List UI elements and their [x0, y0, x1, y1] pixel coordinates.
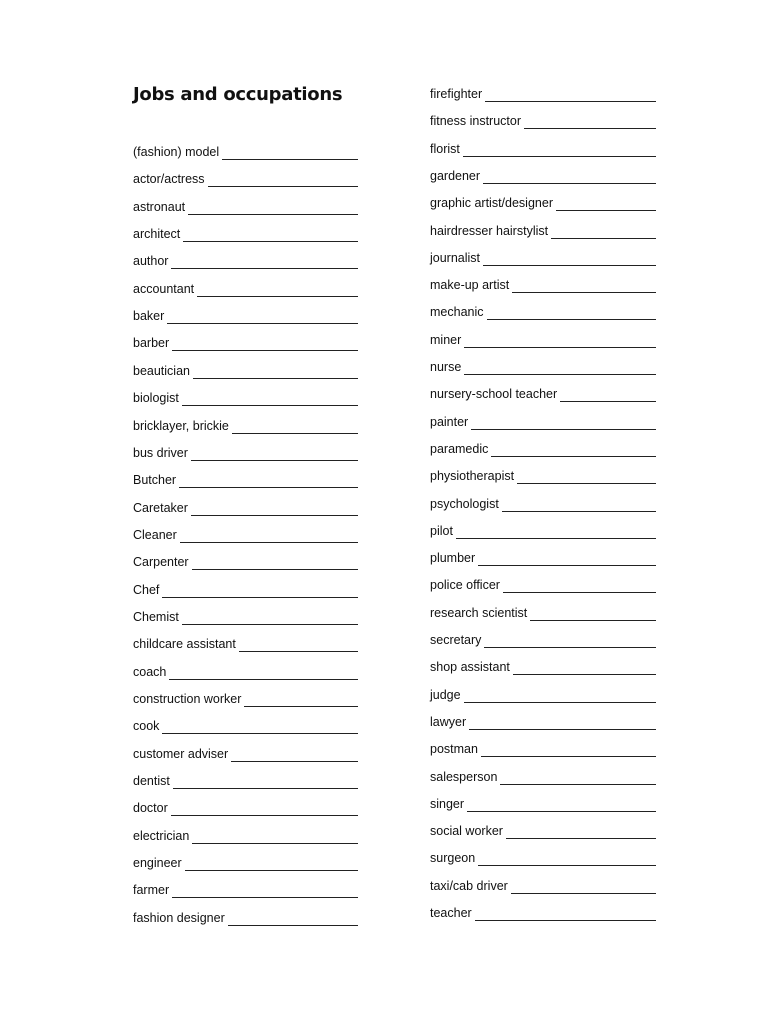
- job-label: research scientist: [430, 605, 528, 620]
- job-label: (fashion) model: [133, 145, 220, 159]
- answer-blank[interactable]: [197, 284, 358, 297]
- job-item: [430, 550, 656, 566]
- job-label: florist: [430, 141, 460, 156]
- job-item: [430, 195, 656, 211]
- job-item: [430, 741, 656, 757]
- job-item: [133, 144, 358, 160]
- job-label: bus driver: [133, 445, 188, 460]
- answer-blank[interactable]: [222, 147, 358, 160]
- answer-blank[interactable]: [463, 144, 656, 157]
- job-item: [430, 632, 656, 648]
- job-label: Cleaner: [133, 527, 177, 542]
- job-item: [133, 472, 358, 488]
- answer-blank[interactable]: [556, 198, 656, 211]
- answer-blank[interactable]: [183, 229, 358, 242]
- job-item: [430, 223, 656, 239]
- job-item: [430, 141, 656, 157]
- answer-blank[interactable]: [483, 171, 656, 184]
- job-label: paramedic: [430, 441, 489, 456]
- job-label: physiotherapist: [430, 469, 515, 484]
- job-item: [133, 609, 358, 625]
- job-label: nursery-school teacher: [430, 387, 558, 402]
- job-label: customer adviser: [133, 746, 229, 761]
- job-label: Butcher: [133, 473, 177, 488]
- answer-blank[interactable]: [487, 307, 656, 320]
- job-item: [430, 796, 656, 812]
- job-item: [430, 714, 656, 730]
- job-label: astronaut: [133, 199, 186, 214]
- job-label: fitness instructor: [430, 114, 522, 129]
- job-item: [133, 199, 358, 215]
- job-item: [133, 773, 358, 789]
- job-label: Caretaker: [133, 500, 188, 515]
- answer-blank[interactable]: [239, 639, 358, 652]
- answer-blank[interactable]: [182, 393, 358, 406]
- job-label: architect: [133, 227, 181, 242]
- job-label: hairdresser hairstylist: [430, 223, 549, 238]
- job-item: [133, 171, 358, 187]
- job-label: plumber: [430, 551, 476, 566]
- answer-blank[interactable]: [506, 826, 656, 839]
- job-label: Carpenter: [133, 555, 189, 570]
- job-label: graphic artist/designer: [430, 196, 553, 211]
- job-item: [430, 277, 656, 293]
- job-label: actor/actress: [133, 172, 205, 187]
- job-label: surgeon: [430, 851, 476, 866]
- answer-blank[interactable]: [193, 366, 358, 379]
- job-item: [133, 527, 358, 543]
- job-item: [430, 878, 656, 894]
- answer-blank[interactable]: [169, 667, 358, 680]
- job-label: mechanic: [430, 305, 484, 320]
- job-label: nurse: [430, 360, 462, 374]
- answer-blank[interactable]: [244, 694, 358, 707]
- job-label: taxi/cab driver: [430, 878, 508, 893]
- job-item: [133, 718, 358, 734]
- answer-blank[interactable]: [500, 772, 656, 785]
- job-item: [133, 335, 358, 351]
- answer-blank[interactable]: [464, 690, 656, 703]
- job-item: [430, 823, 656, 839]
- job-label: barber: [133, 336, 170, 351]
- job-item: [133, 582, 358, 598]
- answer-blank[interactable]: [191, 448, 358, 461]
- answer-blank[interactable]: [530, 608, 656, 621]
- job-label: firefighter: [430, 87, 483, 101]
- answer-blank[interactable]: [232, 421, 358, 434]
- answer-blank[interactable]: [188, 202, 358, 215]
- job-label: coach: [133, 664, 167, 679]
- answer-blank[interactable]: [483, 253, 656, 266]
- job-item: [133, 800, 358, 816]
- job-label: bricklayer, brickie: [133, 418, 229, 433]
- job-label: journalist: [430, 250, 481, 265]
- job-item: [133, 554, 358, 570]
- answer-blank[interactable]: [180, 530, 358, 543]
- answer-blank[interactable]: [484, 635, 656, 648]
- job-item: [430, 332, 656, 348]
- job-item: [133, 664, 358, 680]
- job-label: gardener: [430, 168, 481, 183]
- job-item: [430, 905, 656, 921]
- answer-blank[interactable]: [182, 612, 358, 625]
- job-item: [430, 577, 656, 593]
- answer-blank[interactable]: [513, 662, 656, 675]
- answer-blank[interactable]: [179, 475, 358, 488]
- job-item: [133, 418, 358, 434]
- job-item: [133, 910, 358, 926]
- answer-blank[interactable]: [231, 749, 358, 762]
- job-label: biologist: [133, 391, 179, 406]
- answer-blank[interactable]: [511, 881, 656, 894]
- answer-blank[interactable]: [485, 89, 656, 102]
- job-label: judge: [430, 687, 461, 702]
- answer-blank[interactable]: [191, 503, 358, 516]
- answer-blank[interactable]: [173, 776, 358, 789]
- job-label: teacher: [430, 906, 472, 920]
- job-label: postman: [430, 742, 478, 757]
- answer-blank[interactable]: [171, 256, 358, 269]
- job-item: [430, 687, 656, 703]
- job-label: construction worker: [133, 692, 242, 706]
- job-item: [430, 468, 656, 484]
- job-item: [430, 523, 656, 539]
- answer-blank[interactable]: [172, 885, 358, 898]
- answer-blank[interactable]: [471, 417, 656, 430]
- job-item: [133, 882, 358, 898]
- job-label: salesperson: [430, 769, 498, 784]
- answer-blank[interactable]: [524, 116, 656, 129]
- job-label: police officer: [430, 578, 500, 593]
- answer-blank[interactable]: [469, 717, 656, 730]
- page-title: Jobs and occupations: [133, 84, 343, 105]
- job-item: [430, 304, 656, 320]
- job-label: lawyer: [430, 714, 467, 729]
- job-label: secretary: [430, 633, 482, 647]
- job-item: [430, 168, 656, 184]
- job-label: fashion designer: [133, 910, 225, 925]
- answer-blank[interactable]: [464, 362, 656, 375]
- job-item: [430, 414, 656, 430]
- job-label: dentist: [133, 774, 170, 789]
- answer-blank[interactable]: [512, 280, 656, 293]
- answer-blank[interactable]: [185, 858, 358, 871]
- job-item: [133, 746, 358, 762]
- job-item: [133, 636, 358, 652]
- job-label: baker: [133, 309, 165, 324]
- job-item: [430, 441, 656, 457]
- job-item: [430, 605, 656, 621]
- job-item: [133, 445, 358, 461]
- job-item: [430, 250, 656, 266]
- job-label: electrician: [133, 828, 190, 843]
- job-item: [133, 253, 358, 269]
- answer-blank[interactable]: [467, 799, 656, 812]
- job-label: beautician: [133, 363, 190, 378]
- job-item: [133, 855, 358, 871]
- job-label: singer: [430, 796, 465, 811]
- job-label: farmer: [133, 883, 170, 898]
- answer-blank[interactable]: [192, 831, 358, 844]
- job-label: pilot: [430, 523, 453, 538]
- answer-blank[interactable]: [172, 338, 358, 351]
- answer-blank[interactable]: [478, 553, 656, 566]
- job-item: [133, 500, 358, 516]
- answer-blank[interactable]: [517, 471, 656, 484]
- answer-blank[interactable]: [228, 913, 358, 926]
- answer-blank[interactable]: [208, 174, 358, 187]
- answer-blank[interactable]: [456, 526, 656, 539]
- answer-blank[interactable]: [551, 226, 656, 239]
- answer-blank[interactable]: [491, 444, 656, 457]
- job-item: [133, 691, 358, 707]
- job-item: [133, 363, 358, 379]
- job-label: childcare assistant: [133, 637, 236, 652]
- job-label: cook: [133, 719, 160, 734]
- job-label: make-up artist: [430, 278, 510, 293]
- answer-blank[interactable]: [171, 803, 358, 816]
- answer-blank[interactable]: [503, 580, 656, 593]
- job-label: shop assistant: [430, 660, 510, 675]
- answer-blank[interactable]: [560, 389, 656, 402]
- job-label: miner: [430, 332, 462, 347]
- answer-blank[interactable]: [475, 908, 656, 921]
- job-item: [430, 850, 656, 866]
- job-item: [430, 769, 656, 785]
- job-label: author: [133, 254, 169, 269]
- job-item: [133, 308, 358, 324]
- job-item: [430, 386, 656, 402]
- job-item: [430, 113, 656, 129]
- answer-blank[interactable]: [167, 311, 358, 324]
- job-item: [133, 226, 358, 242]
- job-item: [133, 828, 358, 844]
- job-label: accountant: [133, 281, 195, 296]
- answer-blank[interactable]: [162, 585, 358, 598]
- answer-blank[interactable]: [192, 557, 358, 570]
- job-label: doctor: [133, 801, 168, 816]
- answer-blank[interactable]: [464, 335, 656, 348]
- answer-blank[interactable]: [502, 499, 656, 512]
- job-item: [430, 496, 656, 512]
- job-label: engineer: [133, 856, 182, 871]
- job-item: [430, 359, 656, 375]
- job-label: painter: [430, 414, 469, 429]
- job-item: [430, 86, 656, 102]
- job-item: [133, 281, 358, 297]
- job-item: [133, 390, 358, 406]
- job-item: [430, 659, 656, 675]
- job-label: Chemist: [133, 609, 179, 624]
- answer-blank[interactable]: [478, 853, 656, 866]
- job-label: Chef: [133, 582, 160, 597]
- answer-blank[interactable]: [481, 744, 656, 757]
- job-label: social worker: [430, 824, 503, 839]
- answer-blank[interactable]: [162, 721, 358, 734]
- job-label: psychologist: [430, 496, 499, 511]
